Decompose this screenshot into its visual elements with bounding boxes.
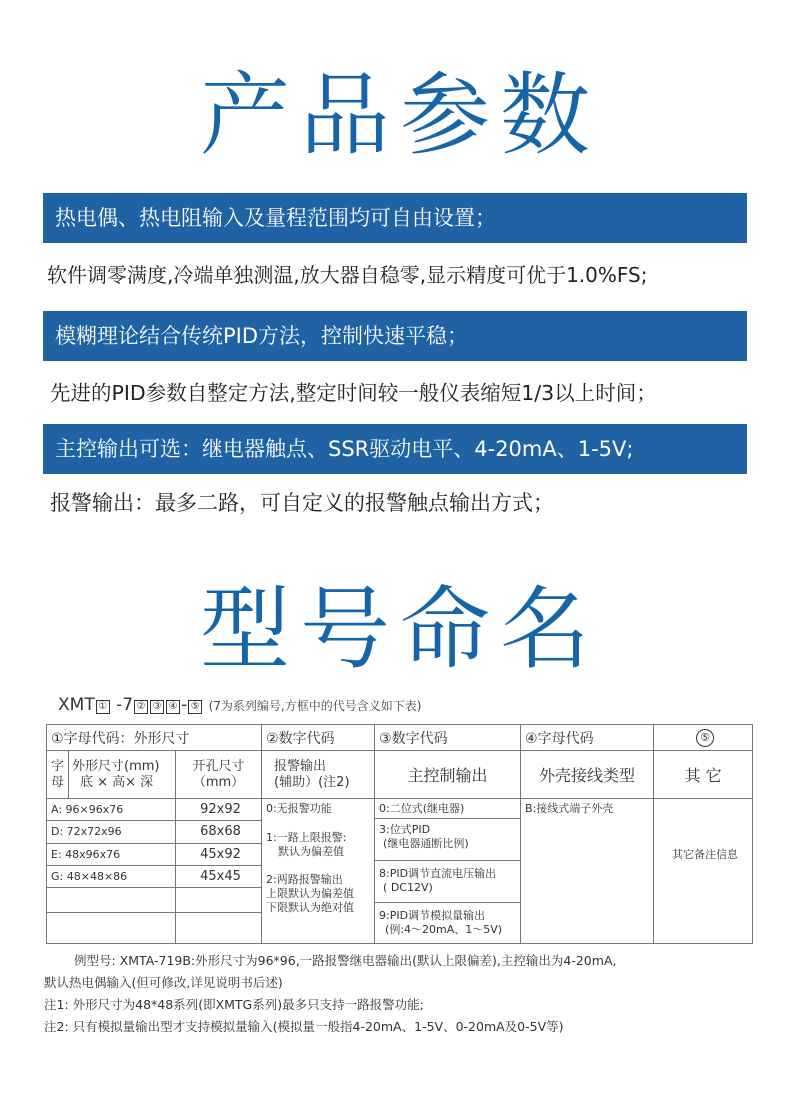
main-option-9-box <box>375 903 520 943</box>
model-code-note: (7为系列编号,方框中的代号含义如下表) <box>208 699 422 713</box>
alarm-option-1b: 默认为偏差值 <box>278 845 345 858</box>
table-row <box>47 799 753 821</box>
col-alarm-label: 报警输出 <box>274 758 327 774</box>
table-subheader-row <box>47 751 753 799</box>
main-option-3: 3:位式PID <box>379 823 431 836</box>
size-spec: D: 72x72x96 <box>47 821 176 843</box>
main-options-cell <box>375 799 521 944</box>
col-size-header <box>69 751 176 799</box>
col-hole-label: 开孔尺寸 <box>192 758 245 774</box>
hole-spec: 45x45 <box>176 865 262 887</box>
example-model-cont: 默认热电偶输入(但可修改,详见说明书后述) <box>44 975 283 990</box>
main-option-8b: ( DC12V) <box>383 881 433 894</box>
model-box-3: ③ <box>150 700 164 714</box>
main-option-8: 8:PID调节直流电压输出 <box>379 867 497 880</box>
main-option-8-box <box>375 861 520 903</box>
header-code-5: ⑤ <box>654 725 753 751</box>
alarm-options-cell <box>262 799 375 944</box>
main-option-0: 0:二位式(继电器) <box>375 799 520 819</box>
main-option-9: 9:PID调节模拟量输出 <box>379 909 486 922</box>
size-spec: G: 48×48×86 <box>47 865 176 887</box>
col-main-header: 主控制输出 <box>375 751 521 799</box>
feature-band-input: 热电偶、热电阻输入及量程范围均可自由设置； <box>43 193 747 243</box>
alarm-option-2b: 上限默认为偏差值 <box>266 887 355 900</box>
col-alarm-sub: (辅助）(注2) <box>274 774 350 790</box>
hole-spec <box>176 888 262 913</box>
model-spec-table <box>46 724 753 944</box>
col-size-dims: 底 × 高× 深 <box>80 774 154 790</box>
shell-option-cell <box>521 799 654 944</box>
feature-band-fuzzy-pid: 模糊理论结合传统PID方法，控制快速平稳； <box>43 311 747 361</box>
size-spec: E: 48x96x76 <box>47 843 176 865</box>
model-box-1: ① <box>96 700 110 714</box>
model-dash: - <box>181 695 188 715</box>
model-code-pattern <box>58 695 421 715</box>
size-spec: A: 96×96x76 <box>47 799 176 821</box>
header-code-3: ③数字代码 <box>375 725 521 751</box>
feature-line-alarm: 报警输出：最多二路，可自定义的报警触点输出方式； <box>50 491 554 515</box>
note-2: 注2: 只有模拟量输出型才支持模拟量输入(模拟量一般指4-20mA、1-5V、0-20mA及0-5V等) <box>44 1019 564 1034</box>
example-model-line: 例型号: XMTA-719B:外形尺寸为96*96,一路报警继电器输出(默认上限偏差),主控输出为4-20mA, <box>74 953 617 968</box>
shell-option: B:接线式端子外壳 <box>525 802 614 815</box>
col-size-label: 外形尺寸(mm) <box>72 758 160 774</box>
alarm-option-1: 1:一路上限报警: <box>266 831 347 844</box>
section-title-model-naming: 型号命名 <box>200 577 600 682</box>
note-1: 注1: 外形尺寸为48*48系列(即XMTG系列)最多只支持一路报警功能; <box>44 997 424 1012</box>
header-code-2: ②数字代码 <box>262 725 375 751</box>
model-prefix: XMT <box>58 695 95 715</box>
alarm-option-2: 2:两路报警输出 <box>266 873 343 886</box>
header-code-4: ④字母代码 <box>521 725 654 751</box>
alarm-option-0: 0:无报警功能 <box>266 802 332 815</box>
col-hole-unit: （mm） <box>192 774 245 790</box>
col-other-header: 其 它 <box>654 751 753 799</box>
table-header-row <box>47 725 753 751</box>
feature-line-calibration: 软件调零满度,冷端单独测温,放大器自稳零,显示精度可优于1.0%FS; <box>47 263 648 287</box>
size-spec <box>47 888 176 913</box>
model-series: -7 <box>116 695 134 715</box>
main-option-3-box <box>375 819 520 861</box>
hole-spec: 45x92 <box>176 843 262 865</box>
model-box-4: ④ <box>166 700 180 714</box>
section-title-product-params: 产品参数 <box>200 63 600 168</box>
hole-spec <box>176 912 262 943</box>
feature-band-main-output: 主控输出可选：继电器触点、SSR驱动电平、4-20mA、1-5V; <box>43 424 747 474</box>
alarm-option-2c: 下限默认为绝对值 <box>266 901 355 914</box>
hole-spec: 92x92 <box>176 799 262 821</box>
size-spec <box>47 912 176 943</box>
col-alarm-header <box>262 751 375 799</box>
header-code-1: ①字母代码：外形尺寸 <box>47 725 262 751</box>
main-option-9b: (例:4～20mA、1～5V) <box>385 923 503 936</box>
hole-spec: 68x68 <box>176 821 262 843</box>
other-option-cell: 其它备注信息 <box>654 799 753 944</box>
col-hole-header <box>176 751 262 799</box>
col-shell-header: 外壳接线类型 <box>521 751 654 799</box>
main-option-3b: (继电器通断比例) <box>383 837 469 850</box>
col-letter-header: 字母 <box>47 751 69 799</box>
model-box-2: ② <box>134 700 148 714</box>
model-box-5: ⑤ <box>188 700 202 714</box>
feature-line-autotune: 先进的PID参数自整定方法,整定时间较一般仪表缩短1/3以上时间； <box>50 381 657 405</box>
